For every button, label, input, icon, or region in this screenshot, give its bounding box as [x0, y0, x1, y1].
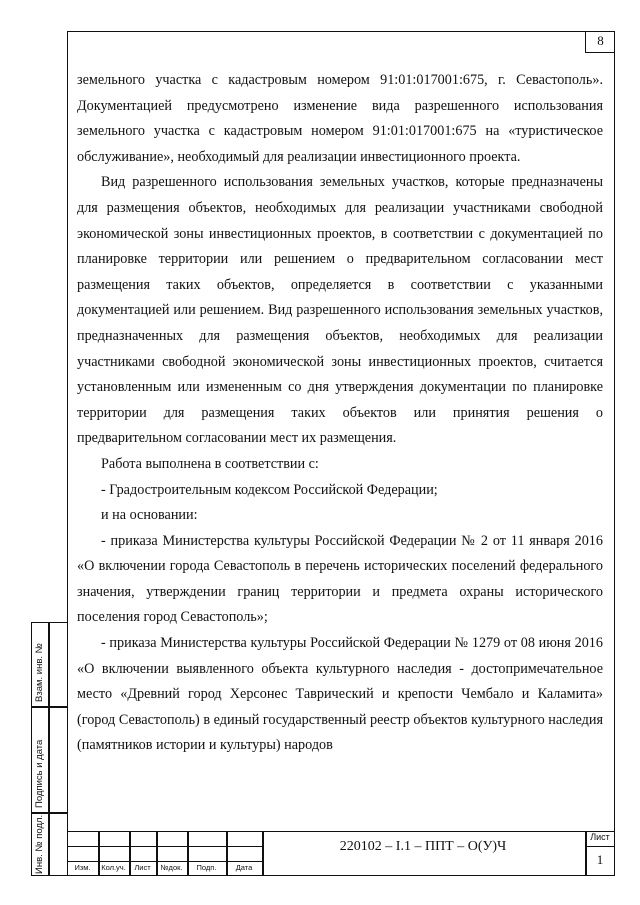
- header-list: Лист: [134, 863, 151, 872]
- side-label-inv-podl: Инв. № подл.: [34, 814, 45, 874]
- document-code: 220102 – I.1 – ППТ – О(У)Ч: [339, 839, 507, 854]
- title-block-row-line: [585, 846, 615, 847]
- header-izm: Изм.: [74, 863, 91, 872]
- paragraph-2: Вид разрешенного использования земельных участков, которые предназначены для размещения объектов, необходимых для реализации участниками свободной экономической зоны инвестиционных проектов, в соответствии с документацией по планировке территории или решением о предварительном согласовании мест размещения таких объектов, определяется в соответствии с указанными документацией или решением. Вид разрешенного использования земельных участков, предназначенных для размещения объектов, необходимых для реализации участниками свободной экономической зоны инвестиционных проектов, считается установленным или измененным со дня утверждения документации по планировке территории для размещения таких объектов или принятия решения о предварительном согласовании мест их размещения.: [77, 174, 603, 447]
- side-stamp-row-line: [31, 812, 67, 814]
- header-podp: Подп.: [196, 863, 217, 872]
- page-number: 8: [585, 31, 615, 53]
- header-kol-uch: Кол.уч.: [101, 863, 126, 872]
- document-body: [77, 68, 603, 759]
- side-label-vzam-inv: Взам. инв. №: [34, 643, 45, 702]
- paragraph-4: - Градостроительным кодексом Российской Федерации;: [101, 481, 438, 498]
- side-stamp-row-line: [31, 706, 67, 708]
- side-label-podpis-data: Подпись и дата: [34, 739, 45, 808]
- title-block-row-line: [67, 846, 262, 847]
- paragraph-6: - приказа Министерства культуры Российской Федерации № 2 от 11 января 2016 «О включении города Севастополь в перечень исторических поселений федерального значения, утверждении границ территории и предмета охраны исторического поселения город Севастополь»;: [77, 532, 603, 626]
- side-stamp-divider: [48, 622, 50, 876]
- paragraph-7: - приказа Министерства культуры Российской Федерации № 1279 от 08 июня 2016 «О включении выявленного объекта культурного наследия - достопримечательное место «Древний город Херсонес Таврический и крепости Чембало и Каламита» (город Севастополь) в единый государственный реестр объектов культурного наследия (памятников истории и культуры) народов: [77, 635, 603, 754]
- paragraph-5: и на основании:: [101, 507, 198, 524]
- sheet-label: Лист: [590, 832, 610, 842]
- paragraph-1: земельного участка с кадастровым номером 91:01:017001:675, г. Севастополь». Документацией предусмотрено изменение вида разрешенного использования земельного участка с кадастровым номером 91:01:017001:675 на «туристическое обслуживание», необходимый для реализации инвестиционного проекта.: [77, 72, 603, 165]
- paragraph-3: Работа выполнена в соответствии с:: [101, 455, 319, 472]
- header-data: Дата: [235, 863, 253, 872]
- sheet-number: 1: [596, 852, 604, 867]
- header-n-dok: №док.: [160, 863, 183, 872]
